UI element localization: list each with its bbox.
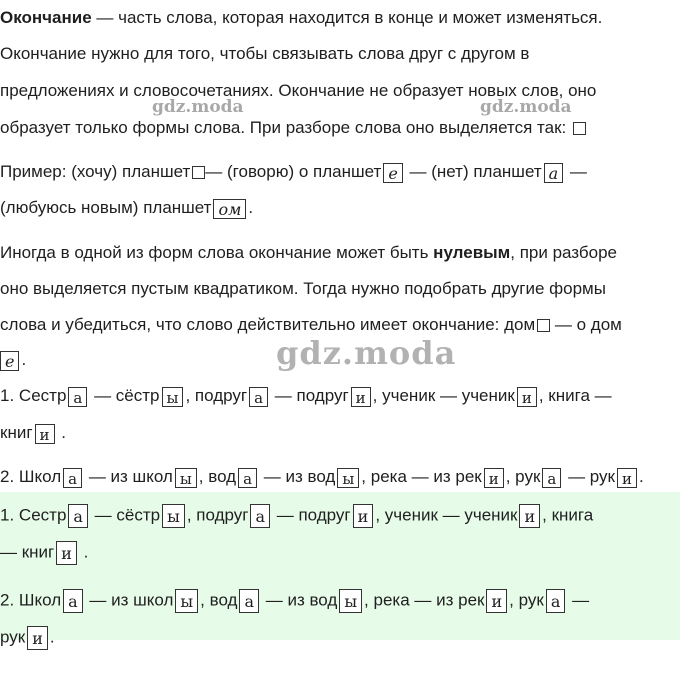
ending-box: и [486, 589, 507, 613]
ending-box: а [546, 589, 566, 613]
ending-box: и [35, 424, 55, 444]
ending-box: а [68, 504, 88, 528]
ending-box-e: е [0, 351, 19, 371]
ending-box: и [27, 626, 48, 650]
empty-ending-square-icon [192, 166, 205, 179]
ending-box: ы [337, 468, 359, 488]
definition-line-2: Окончание нужно для того, чтобы связывать слова друг с другом в [0, 44, 530, 63]
answer-item-1-line-2: — книг и . [0, 542, 89, 563]
exercise-item-1-line-1: 1. Сестр а — сёстр ы , подруг а — подруг и , ученик — ученик и , книга — [0, 386, 612, 407]
ending-box: и [519, 504, 540, 528]
ending-box: и [56, 541, 77, 565]
ending-box: а [249, 387, 268, 407]
term-okonchanie: Окончание [0, 8, 92, 27]
ending-box: ы [339, 589, 362, 613]
ending-box: ы [162, 387, 184, 407]
example-line-2: (любуюсь новым) планшет ом . [0, 198, 254, 219]
ending-box: а [68, 387, 87, 407]
ending-box: а [542, 468, 561, 488]
answer-block [0, 492, 680, 648]
ending-box-om: ом [213, 199, 246, 219]
zero-ending-line-2: оно выделяется пустым квадратиком. Тогда нужно подобрать другие формы [0, 279, 606, 298]
empty-ending-square-icon [537, 319, 550, 332]
exercise-item-2-line-1: 2. Школ а — из школ ы , вод а — из вод ы , река — из рек и , рук а — рук и . [0, 467, 644, 488]
exercise-item-1-line-2: книг и . [0, 423, 66, 444]
answer-item-1-line-1: 1. Сестр а — сёстр ы , подруг а — подруг и , ученик — ученик и , книга [0, 505, 594, 526]
ending-box: и [351, 387, 371, 407]
definition-line-1: Окончание — часть слова, которая находится в конце и может изменяться. [0, 8, 603, 27]
definition-line-4: образует только формы слова. При разборе слова оно выделяется так: [0, 117, 586, 139]
ending-box: а [238, 468, 257, 488]
ending-box: а [63, 589, 83, 613]
ending-box-a: а [544, 163, 564, 183]
zero-ending-line-1: Иногда в одной из форм слова окончание может быть нулевым, при разборе [0, 243, 617, 262]
watermark: gdz.moda [480, 97, 572, 117]
example-line-1: Пример: (хочу) планшет — (говорю) о планшет е — (нет) планшет а — [0, 162, 587, 183]
ending-box-e: е [383, 163, 402, 183]
ending-box: и [617, 468, 637, 488]
ending-square-icon [573, 122, 586, 135]
definition-line-3: предложениях и словосочетаниях. Окончание не образует новых слов, оно [0, 81, 597, 100]
ending-box: и [484, 468, 504, 488]
answer-item-2-line-1: 2. Школ а — из школ ы , вод а — из вод ы , река — из рек и , рук а — [0, 590, 590, 611]
watermark: gdz.moda [276, 334, 457, 372]
zero-ending-line-3: слова и убедиться, что слово действительно имеет окончание: дом — о дом [0, 315, 622, 334]
ending-box: а [239, 589, 259, 613]
watermark: gdz.moda [152, 97, 244, 117]
ending-box: а [250, 504, 270, 528]
ending-box: ы [175, 468, 197, 488]
term-zero: нулевым [433, 243, 511, 262]
zero-ending-line-4: е . [0, 349, 26, 371]
ending-box: и [353, 504, 374, 528]
ending-box: ы [162, 504, 185, 528]
answer-item-2-line-2: рук и . [0, 627, 55, 648]
ending-box: и [517, 387, 537, 407]
ending-box: ы [175, 589, 198, 613]
ending-box: а [63, 468, 82, 488]
